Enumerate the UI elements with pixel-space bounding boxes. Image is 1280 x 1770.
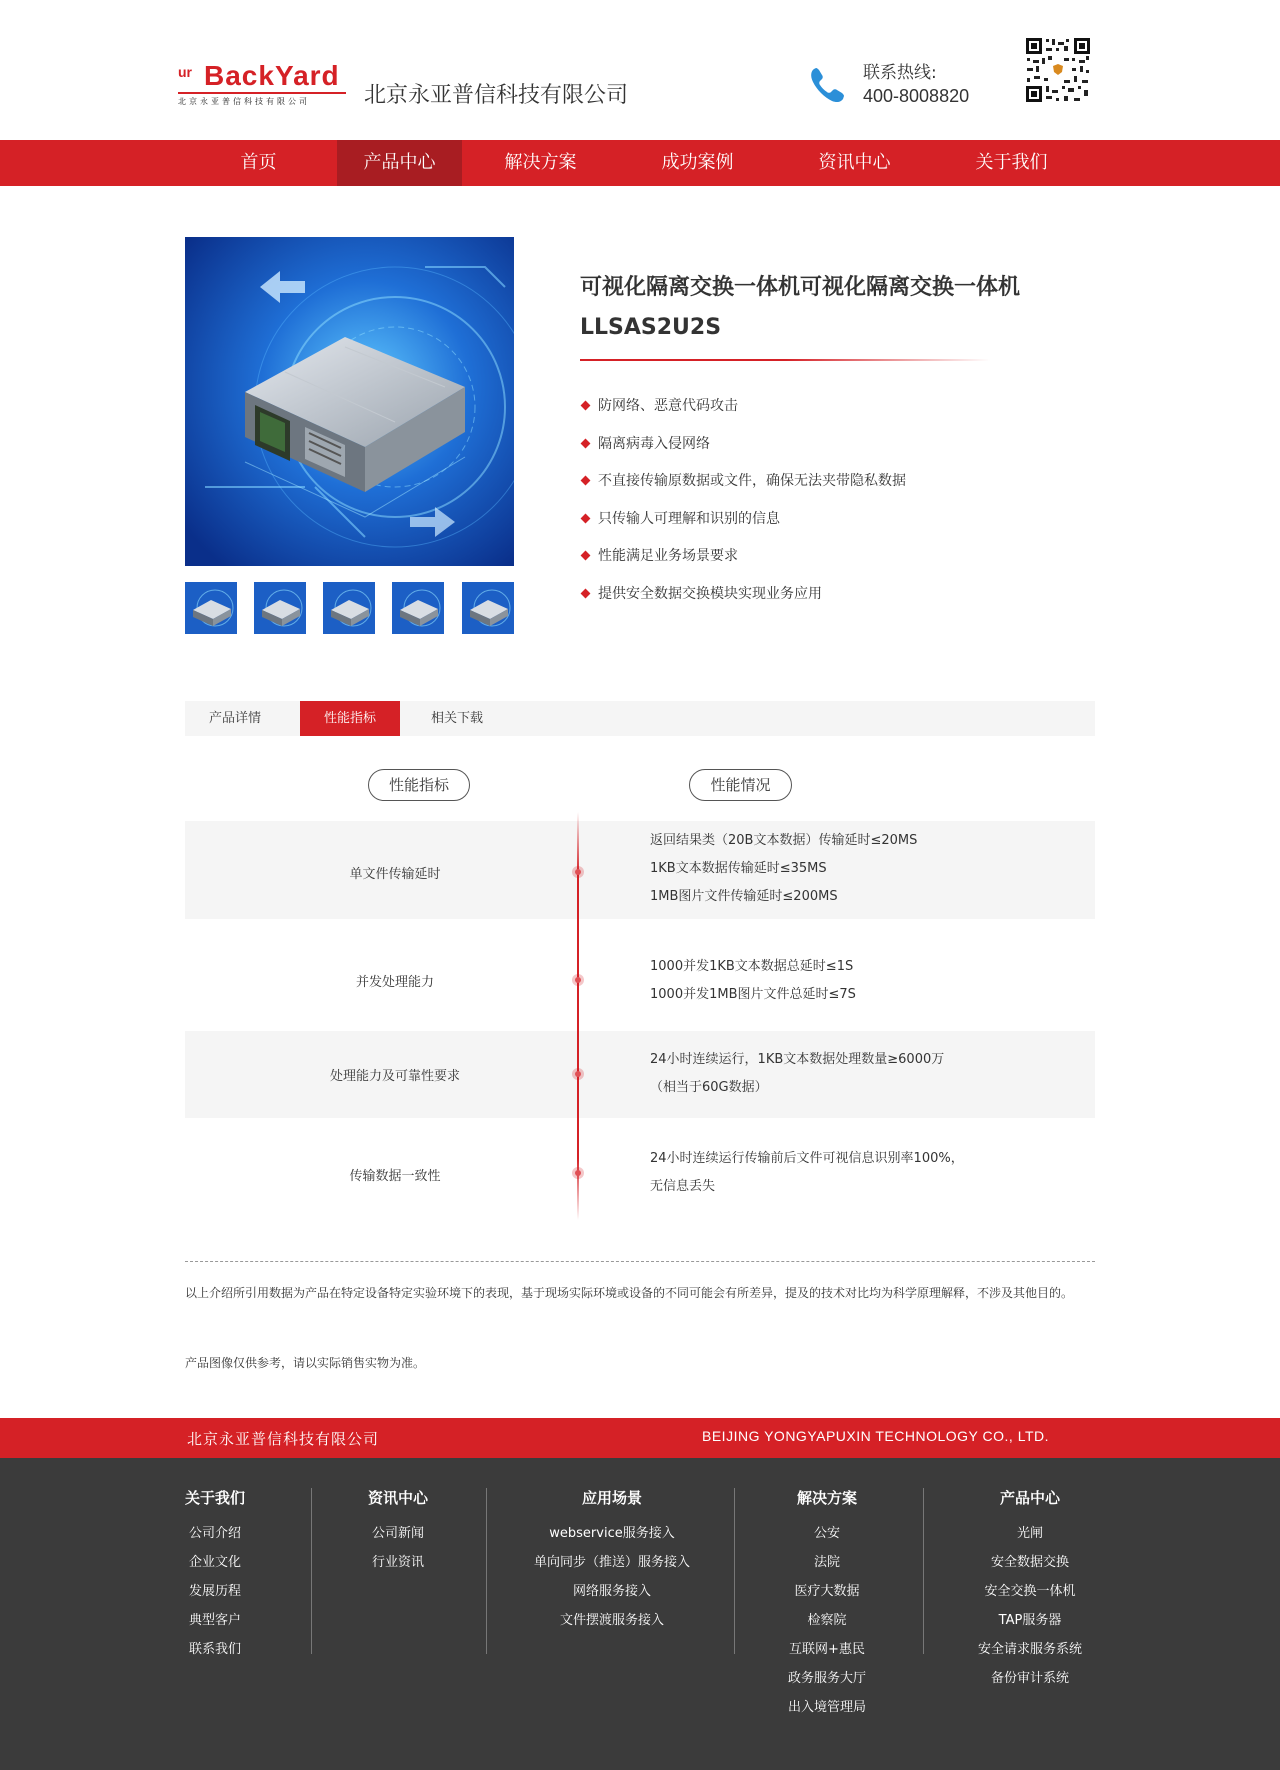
footer-link[interactable]: 文件摆渡服务接入 (559, 1613, 664, 1628)
nav-item-news[interactable]: 资讯中心 (818, 152, 891, 173)
product-main-image (185, 237, 514, 566)
spec-label: 处理能力及可靠性要求 (329, 1069, 460, 1084)
disclaimer-text: 以上介绍所引用数据为产品在特定设备特定实验环境下的表现，基于现场实际环境或设备的不同可能会有所差异，提及的技术对比均为科学原理解释，不涉及其他目的。 (185, 1286, 1074, 1300)
footer-link[interactable]: TAP服务器 (998, 1613, 1062, 1628)
footer-link[interactable]: 安全请求服务系统 (977, 1642, 1082, 1657)
footer-col-heading: 资讯中心 (367, 1489, 428, 1507)
list-item: 性能满足业务场景要求 (580, 546, 1100, 584)
nav-item-products[interactable]: 产品中心 (337, 140, 462, 186)
nav-item-cases[interactable]: 成功案例 (661, 152, 734, 173)
spec-label: 并发处理能力 (355, 975, 434, 990)
list-item: 防网络、恶意代码攻击 (580, 396, 1100, 434)
timeline-dot-icon (572, 866, 584, 878)
tab-details[interactable]: 产品详情 (208, 711, 261, 726)
diamond-bullet-icon (581, 438, 591, 448)
footer (0, 1458, 1280, 1770)
phone-icon (806, 64, 848, 106)
footer-col-heading: 解决方案 (796, 1489, 857, 1507)
logo-underline (178, 92, 346, 94)
product-title (580, 268, 1050, 348)
footer-divider (486, 1488, 487, 1654)
tab-performance[interactable]: 性能指标 (300, 701, 400, 736)
footer-link[interactable]: 光闸 (1016, 1526, 1043, 1541)
feature-list (580, 396, 1100, 621)
footer-col-solutions (767, 1488, 887, 1727)
footer-link[interactable]: 法院 (813, 1555, 840, 1570)
footer-link[interactable]: 企业文化 (188, 1555, 241, 1570)
footer-link[interactable]: 检察院 (807, 1613, 847, 1628)
footer-col-heading: 关于我们 (184, 1489, 245, 1507)
product-title-line1: 可视化隔离交换一体机可视化隔离交换一体机 (580, 275, 1021, 300)
section-divider (185, 1261, 1095, 1262)
qr-code-icon (1024, 36, 1092, 104)
diamond-bullet-icon (581, 551, 591, 561)
footer-link[interactable]: 发展历程 (188, 1584, 241, 1599)
diamond-bullet-icon (581, 476, 591, 486)
spec-row (185, 1118, 1095, 1228)
product-thumbnail[interactable] (462, 582, 514, 634)
diamond-bullet-icon (581, 401, 591, 411)
footer-col-about (175, 1488, 255, 1669)
footer-company-cn: 北京永亚普信科技有限公司 (187, 1430, 380, 1448)
spec-col-right-header: 性能情况 (689, 769, 792, 801)
title-divider (580, 359, 990, 361)
spec-row (185, 919, 1095, 1031)
footer-link[interactable]: 安全交换一体机 (984, 1584, 1076, 1599)
footer-divider (311, 1488, 312, 1654)
spec-col-left-header: 性能指标 (368, 769, 470, 801)
footer-link[interactable]: 行业资讯 (371, 1555, 424, 1570)
nav-item-about[interactable]: 关于我们 (975, 152, 1048, 173)
diamond-bullet-icon (581, 513, 591, 523)
tab-downloads[interactable]: 相关下载 (430, 711, 483, 726)
footer-divider (734, 1488, 735, 1654)
timeline-dot-icon (572, 1167, 584, 1179)
footer-col-heading: 产品中心 (999, 1489, 1060, 1507)
footer-col-news (358, 1488, 438, 1582)
product-thumbnail[interactable] (185, 582, 237, 634)
footer-link[interactable]: 政务服务大厅 (787, 1671, 866, 1686)
footer-banner (0, 1418, 1280, 1458)
list-item: 不直接传输原数据或文件，确保无法夹带隐私数据 (580, 471, 1100, 509)
company-logo[interactable] (178, 60, 348, 106)
timeline-dot-icon (572, 974, 584, 986)
spec-label: 传输数据一致性 (349, 1169, 441, 1184)
footer-link[interactable]: 安全数据交换 (990, 1555, 1069, 1570)
nav-item-home[interactable]: 首页 (240, 152, 277, 173)
footer-link[interactable]: 公司介绍 (188, 1526, 241, 1541)
footer-link[interactable]: 互联网+惠民 (789, 1642, 865, 1657)
company-name: 北京永亚普信科技有限公司 (364, 83, 629, 108)
spec-values: 24小时连续运行，1KB文本数据处理数量≥6000万 （相当于60G数据） (650, 1052, 945, 1095)
product-thumbnails (185, 582, 515, 634)
spec-row (185, 821, 1095, 919)
footer-col-products (960, 1488, 1100, 1698)
logo-brand: BackYard (204, 60, 340, 91)
footer-company-en: BEIJING YONGYAPUXIN TECHNOLOGY CO., LTD. (702, 1428, 1049, 1444)
footer-link[interactable]: 网络服务接入 (572, 1584, 651, 1599)
footer-col-scenarios (512, 1488, 712, 1640)
footer-link[interactable]: 公安 (813, 1526, 840, 1541)
nav-items (180, 140, 1100, 186)
product-thumbnail[interactable] (392, 582, 444, 634)
spec-row (185, 1031, 1095, 1118)
list-item: 隔离病毒入侵网络 (580, 434, 1100, 472)
product-thumbnail[interactable] (323, 582, 375, 634)
product-thumbnail[interactable] (254, 582, 306, 634)
nav-item-solutions[interactable]: 解决方案 (504, 152, 577, 173)
header (0, 0, 1280, 140)
footer-link[interactable]: 备份审计系统 (990, 1671, 1069, 1686)
diamond-bullet-icon (581, 588, 591, 598)
spec-values: 1000并发1KB文本数据总延时≤1S 1000并发1MB图片文件总延时≤7S (650, 959, 856, 1002)
footer-link[interactable]: 出入境管理局 (787, 1700, 866, 1715)
footer-link[interactable]: 单向同步（推送）服务接入 (533, 1555, 690, 1570)
main-nav (0, 140, 1280, 186)
footer-link[interactable]: 联系我们 (188, 1642, 241, 1657)
product-model: LLSAS2U2S (580, 315, 722, 340)
hotline-label: 联系热线: (863, 63, 937, 83)
list-item: 只传输人可理解和识别的信息 (580, 509, 1100, 547)
footer-divider (923, 1488, 924, 1654)
footer-col-heading: 应用场景 (581, 1489, 642, 1507)
image-note: 产品图像仅供参考，请以实际销售实物为准。 (185, 1356, 426, 1370)
spec-label: 单文件传输延时 (349, 867, 441, 882)
spec-values: 返回结果类（20B文本数据）传输延时≤20MS 1KB文本数据传输延时≤35MS 1MB图片文件传输延时≤200MS (650, 833, 918, 904)
footer-link[interactable]: 典型客户 (188, 1613, 241, 1628)
logo-subtext: 北京永亚普信科技有限公司 (178, 97, 310, 106)
timeline-dot-icon (572, 1068, 584, 1080)
footer-link[interactable]: 医疗大数据 (794, 1584, 860, 1599)
footer-link[interactable]: webservice服务接入 (549, 1526, 675, 1541)
logo-prefix: ur (178, 64, 192, 80)
footer-link[interactable]: 公司新闻 (371, 1526, 424, 1541)
hotline-number[interactable]: 400-8008820 (863, 86, 970, 106)
list-item: 提供安全数据交换模块实现业务应用 (580, 584, 1100, 622)
detail-tabs (185, 701, 1095, 736)
spec-values: 24小时连续运行传输前后文件可视信息识别率100%， 无信息丢失 (650, 1151, 964, 1194)
